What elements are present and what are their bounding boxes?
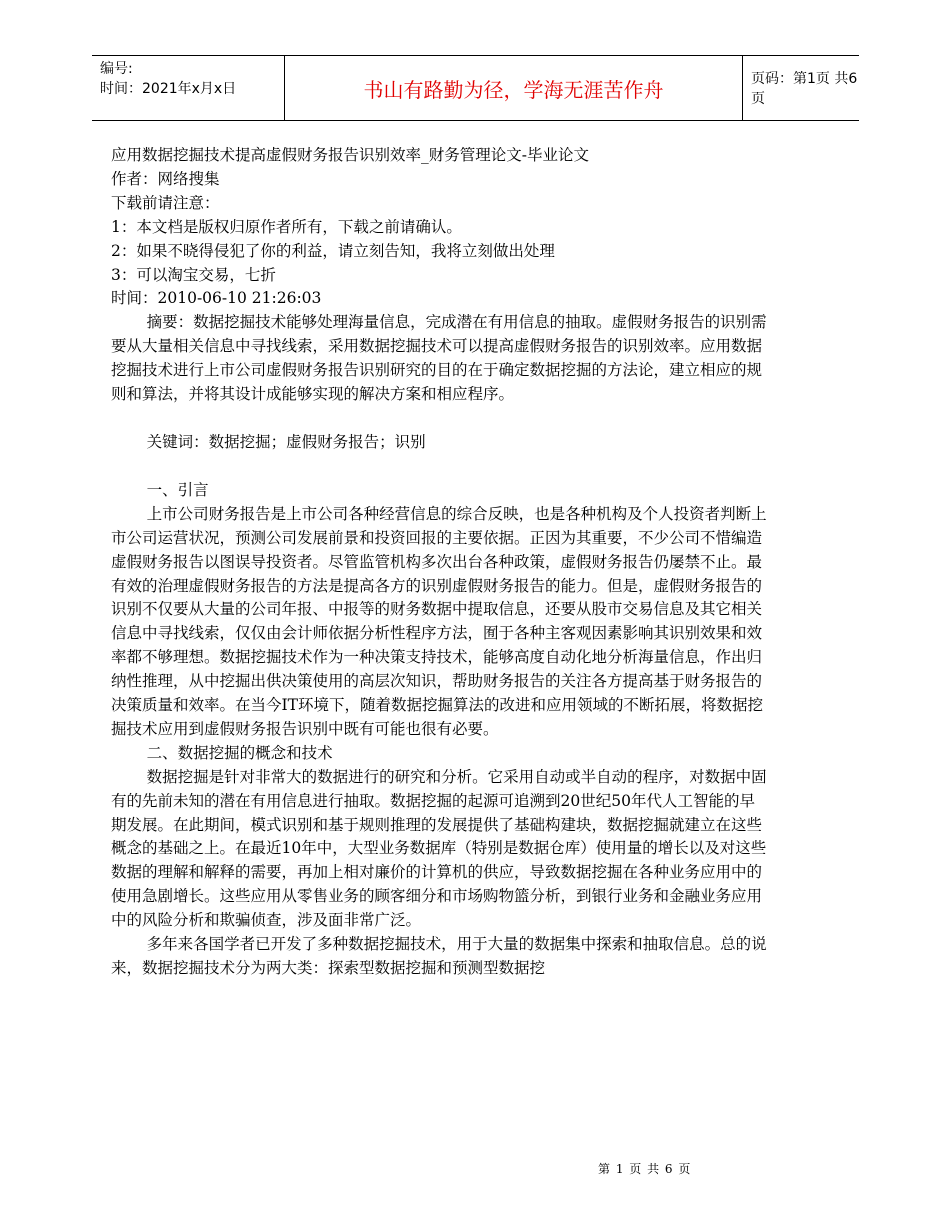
notice-item-3: 3：可以淘宝交易，七折 xyxy=(111,265,276,284)
motto: 书山有路勤为径，学海无涯苦作舟 xyxy=(363,77,664,102)
page-footer: 第 1 页 共 6 页 xyxy=(598,1162,692,1176)
page-info: 页码：第1页 共6页 xyxy=(751,71,858,107)
section-2-paragraph-2: 多年来各国学者已开发了多种数据挖掘技术，用于大量的数据集中探索和抽取信息。总的说来，数据挖掘技术分为两大类：探索型数据挖掘和预测型数据挖 xyxy=(111,935,767,977)
document-body xyxy=(111,144,767,981)
header-page-cell xyxy=(743,56,859,120)
timestamp-line: 时间：2010-06-10 21:26:03 xyxy=(111,289,322,308)
header-motto-cell xyxy=(284,56,743,120)
document-time-label: 时间：2021年x月x日 xyxy=(100,81,237,97)
document-number-label: 编号: xyxy=(100,61,133,77)
section-1-heading: 一、引言 xyxy=(146,480,209,499)
section-2-heading: 二、数据挖掘的概念和技术 xyxy=(146,743,333,762)
notice-item-1: 1：本文档是版权归原作者所有，下载之前请确认。 xyxy=(111,217,462,236)
spacer xyxy=(111,407,767,431)
author-line: 作者：网络搜集 xyxy=(111,169,220,188)
notice-heading: 下载前请注意： xyxy=(111,193,220,212)
keywords-line: 关键词：数据挖掘；虚假财务报告；识别 xyxy=(146,432,426,451)
page-header xyxy=(92,55,859,121)
header-meta xyxy=(92,56,284,120)
abstract-paragraph: 摘要：数据挖掘技术能够处理海量信息，完成潜在有用信息的抽取。虚假财务报告的识别需要从大量相关信息中寻找线索，采用数据挖掘技术可以提高虚假财务报告的识别效率。应用数据挖掘技术进行上市公司虚假财务报告识别研究的目的在于确定数据挖掘的方法论，建立相应的规则和算法，并将其设计成能够实现的解决方案和相应程序。 xyxy=(111,313,767,404)
notice-item-2: 2：如果不晓得侵犯了你的利益，请立刻告知，我将立刻做出处理 xyxy=(111,241,555,260)
section-1-paragraph: 上市公司财务报告是上市公司各种经营信息的综合反映，也是各种机构及个人投资者判断上市公司运营状况，预测公司发展前景和投资回报的主要依据。正因为其重要，不少公司不惜编造虚假财务报告以图误导投资者。尽管监管机构多次出台各种政策，虚假财务报告仍屡禁不止。最有效的治理虚假财务报告的方法是提高各方的识别虚假财务报告的能力。但是，虚假财务报告的识别不仅要从大量的公司年报、中报等的财务数据中提取信息，还要从股市交易信息及其它相关信息中寻找线索，仅仅由会计师依据分析性程序方法，囿于各种主客观因素影响其识别效果和效率都不够理想。数据挖掘技术作为一种决策支持技术，能够高度自动化地分析海量信息，作出归纳性推理，从中挖掘出供决策使用的高层次知识，帮助财务报告的关注各方提高基于财务报告的决策质量和效率。在当今IT环境下，随着数据挖掘算法的改进和应用领域的不断拓展，将数据挖掘技术应用到虚假财务报告识别中既有可能也很有必要。 xyxy=(111,504,767,738)
spacer xyxy=(111,455,767,479)
section-2-paragraph-1: 数据挖掘是针对非常大的数据进行的研究和分析。它采用自动或半自动的程序，对数据中固有的先前未知的潜在有用信息进行抽取。数据挖掘的起源可追溯到20世纪50年代人工智能的早期发展。在此期间，模式识别和基于规则推理的发展提供了基础构建块，数据挖掘就建立在这些概念的基础之上。在最近10年中，大型业务数据库（特别是数据仓库）使用量的增长以及对这些数据的理解和解释的需要，再加上相对廉价的计算机的供应，导致数据挖掘在各种业务应用中的使用急剧增长。这些应用从零售业务的顾客细分和市场购物篮分析，到银行业务和金融业务应用中的风险分析和欺骗侦查，涉及面非常广泛。 xyxy=(111,767,767,930)
document-title: 应用数据挖掘技术提高虚假财务报告识别效率_财务管理论文-毕业论文 xyxy=(111,146,589,164)
